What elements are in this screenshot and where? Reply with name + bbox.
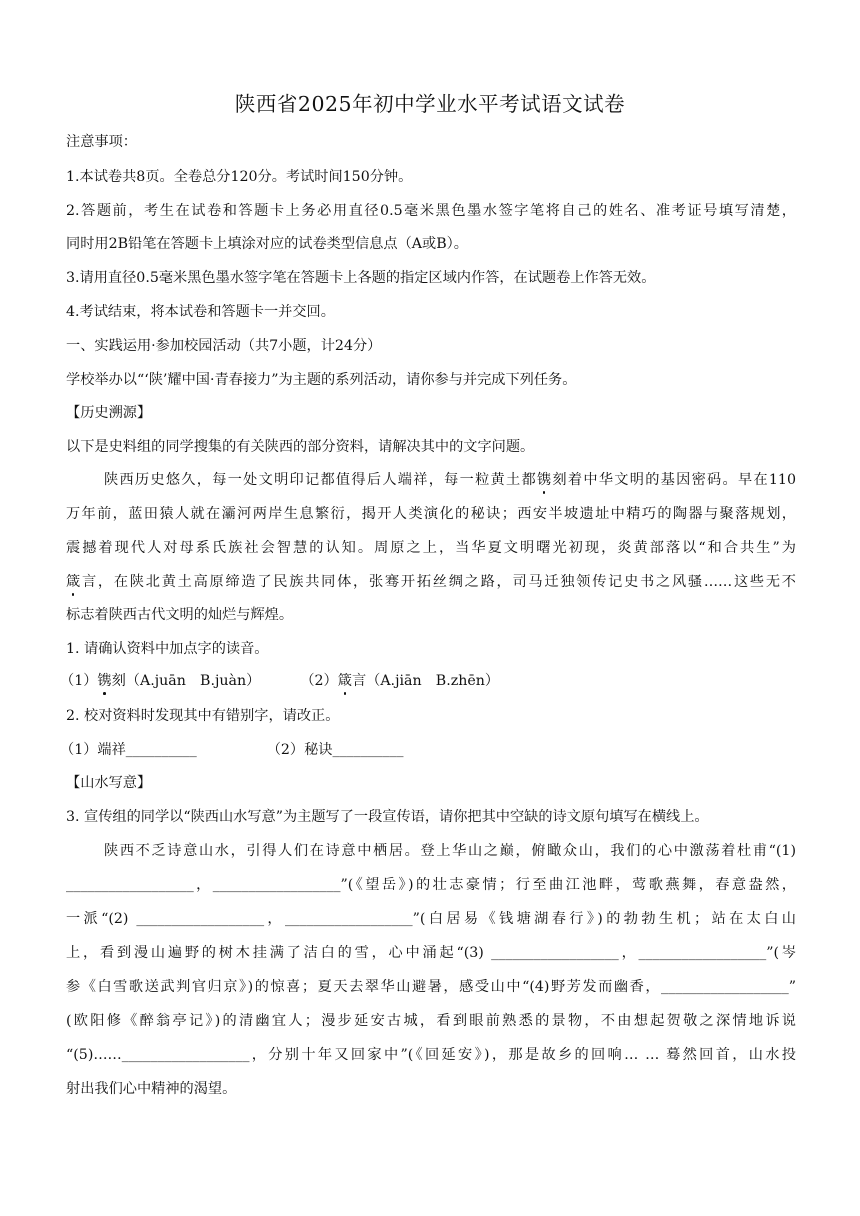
emphasis-char: 箴 bbox=[66, 574, 81, 590]
option-text: 言（A.jiān B.zhēn） bbox=[351, 673, 500, 689]
notice-item-4: 4.考试结束，将本试卷和答题卡一并交回。 bbox=[66, 304, 335, 320]
history-text: 陕西历史悠久，每一处文明印记都值得后人端祥，每一粒黄土都 bbox=[104, 472, 537, 488]
question-2-stem: 2. 校对资料时发现其中有错别字，请改正。 bbox=[66, 708, 340, 724]
history-paragraph-line-4 bbox=[66, 572, 796, 592]
history-heading: 【历史溯源】 bbox=[66, 405, 152, 421]
history-paragraph-line-5: 标志着陕西古代文明的灿烂与辉煌。 bbox=[66, 607, 294, 623]
question-3-line-8: 射出我们心中精神的渴望。 bbox=[66, 1081, 237, 1097]
notice-item-2-line-1: 2.答题前，考生在试卷和答题卡上务必用直径0.5毫米黑色墨水签字笔将自己的姓名、准考证号填写清楚， bbox=[66, 203, 796, 219]
history-text: 言，在陕北黄土高原缔造了民族共同体，张骞开拓丝绸之路，司马迁独领传记史书之风骚……这些无不 bbox=[80, 574, 796, 590]
question-1-stem: 1. 请确认资料中加点字的读音。 bbox=[66, 641, 269, 657]
exam-title: 陕西省2025年初中学业水平考试语文试卷 bbox=[234, 92, 626, 116]
notice-item-3: 3.请用直径0.5毫米黑色墨水签字笔在答题卡上各题的指定区域内作答，在试题卷上作答无效。 bbox=[66, 270, 656, 286]
section-1-intro: 学校举办以“‘陕’耀中国·青春接力”为主题的系列活动，请你参与并完成下列任务。 bbox=[66, 372, 577, 388]
emphasis-char: 镌 bbox=[97, 673, 112, 689]
section-1-heading: 一、实践运用·参加校园活动（共7小题，计24分） bbox=[66, 338, 382, 354]
history-intro: 以下是史料组的同学搜集的有关陕西的部分资料，请解决其中的文字问题。 bbox=[66, 439, 535, 455]
question-3-line-3[interactable]: 一派“(2) __________________，__________________”(白居易《钱塘湖春行》)的勃勃生机；站在太白山 bbox=[66, 911, 796, 927]
answer-blank-2[interactable]: （2）秘诀__________ bbox=[266, 742, 404, 758]
notice-item-2-line-2: 同时用2B铅笔在答题卡上填涂对应的试卷类型信息点（A或B）。 bbox=[66, 236, 468, 252]
option-text: 刻（A.juān B.juàn） bbox=[111, 673, 261, 689]
notice-item-1: 1.本试卷共8页。全卷总分120分。考试时间150分钟。 bbox=[66, 169, 413, 185]
answer-blank-1[interactable]: （1）端祥__________ bbox=[60, 742, 197, 758]
question-1-options bbox=[60, 671, 790, 691]
question-3-line-2[interactable]: __________________，__________________”(《望岳》)的壮志豪情；行至曲江池畔，莺歌燕舞，春意盎然， bbox=[66, 877, 796, 893]
option-number: （1） bbox=[60, 673, 98, 689]
history-paragraph-line-1 bbox=[104, 470, 796, 490]
history-paragraph-line-3: 震撼着现代人对母系氏族社会智慧的认知。周原之上，当华夏文明曙光初现，炎黄部落以“和合共生”为 bbox=[66, 540, 796, 556]
history-text: 刻着中华文明的基因密码。早在110 bbox=[551, 472, 796, 488]
option-number: （2） bbox=[300, 673, 338, 689]
emphasis-char: 箴 bbox=[337, 673, 352, 689]
landscape-heading: 【山水写意】 bbox=[66, 775, 152, 791]
question-3-line-7[interactable]: “(5)……__________________，分别十年又回家中”(《回延安》)，那是故乡的回响… … 蓦然回首，山水投 bbox=[66, 1047, 796, 1063]
question-3-stem: 3. 宣传组的同学以“陕西山水写意”为主题写了一段宣传语，请你把其中空缺的诗文原句填写在横线上。 bbox=[66, 809, 709, 825]
history-paragraph-line-2: 万年前，蓝田猿人就在灞河两岸生息繁衍，揭开人类演化的秘诀；西安半坡遗址中精巧的陶器与聚落规划， bbox=[66, 506, 796, 522]
notice-heading: 注意事项： bbox=[66, 134, 137, 150]
question-3-line-5[interactable]: 参《白雪歌送武判官归京》)的惊喜；夏天去翠华山避暑，感受山中“(4)野芳发而幽香，__________________” bbox=[66, 979, 796, 995]
emphasis-char: 镌 bbox=[536, 472, 552, 488]
question-2-options bbox=[60, 740, 790, 760]
question-3-line-4[interactable]: 上，看到漫山遍野的树木挂满了洁白的雪，心中涌起“(3) __________________，__________________”(岑 bbox=[66, 945, 796, 961]
question-3-line-1: 陕西不乏诗意山水，引得人们在诗意中栖居。登上华山之巅，俯瞰众山，我们的心中激荡着杜甫“(1) bbox=[104, 843, 796, 859]
question-3-line-6: (欧阳修《醉翁亭记》)的清幽宜人；漫步延安古城，看到眼前熟悉的景物，不由想起贺敬之深情地诉说 bbox=[66, 1013, 796, 1029]
